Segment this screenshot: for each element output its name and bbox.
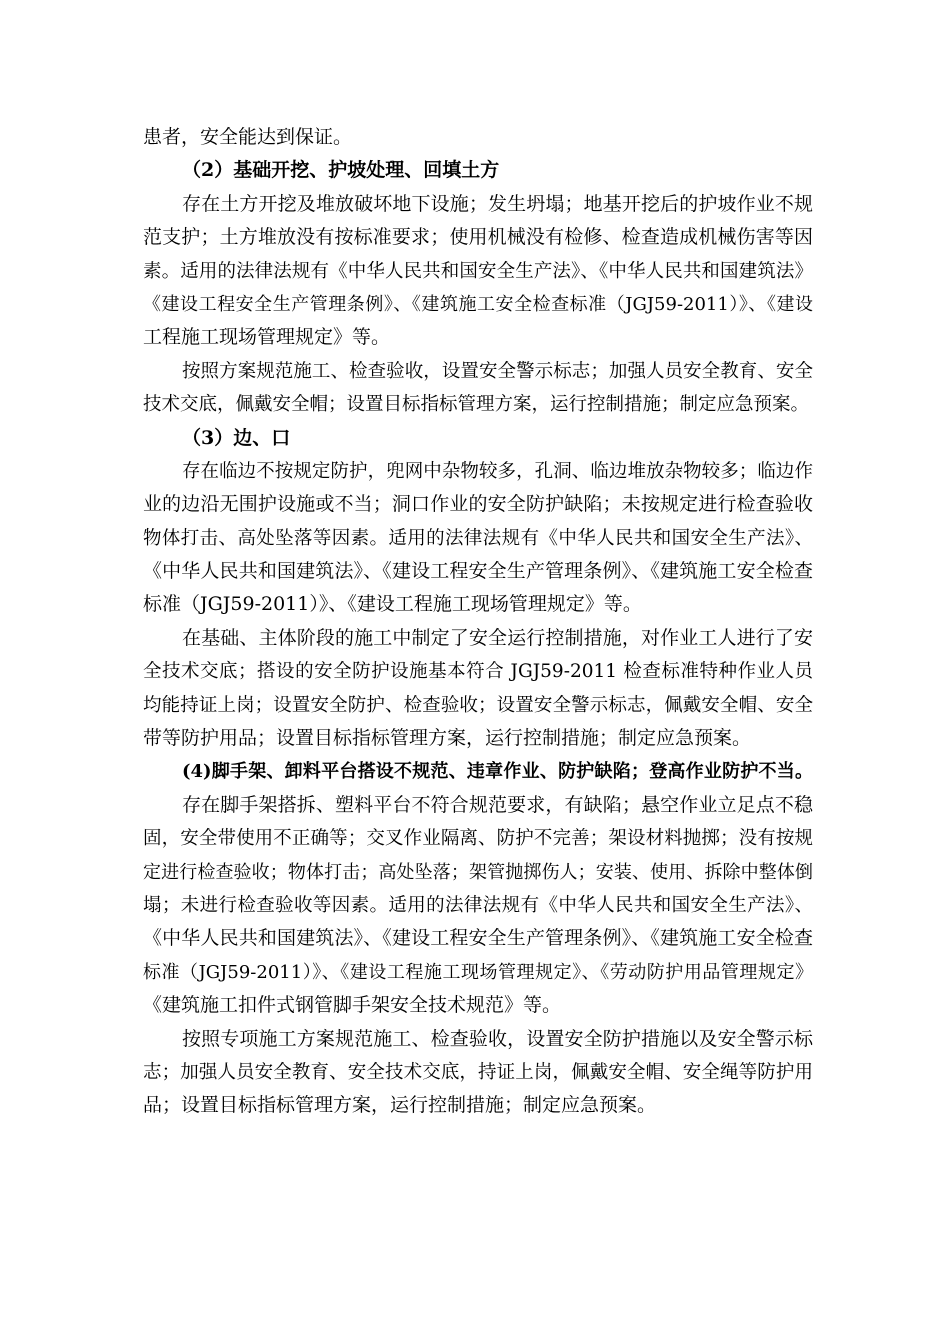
paragraph-line: 存在脚手架搭拆、塑料平台不符合规范要求，有缺陷；悬空作业立足点不稳: [182, 793, 813, 816]
paragraph-line: 《中华人民共和国建筑法》、《建设工程安全生产管理条例》、《建筑施工安全检查: [143, 927, 813, 950]
paragraph-line: 存在临边不按规定防护，兜网中杂物较多，孔洞、临边堆放杂物较多；临边作: [182, 460, 813, 482]
paragraph-line: 存在土方开挖及堆放破坏地下设施；发生坍塌；地基开挖后的护坡作业不规: [182, 192, 813, 215]
paragraph-line: 均能持证上岗；设置安全防护、检查验收；设置安全警示标志，佩戴安全帽、安全: [143, 694, 813, 716]
paragraph-line: 工程施工现场管理规定》等。: [143, 326, 391, 349]
heading-text: (4)脚手架、卸料平台搭设不规范、违章作业、防护缺陷；登高作业防护不当。: [182, 761, 813, 783]
paragraph: [143, 455, 813, 622]
paragraph-line: 塌；未进行检查验收等因素。适用的法律法规有《中华人民共和国安全生产法》、: [143, 894, 813, 916]
paragraph-line: 《建筑施工扣件式钢管脚手架安全技术规范》等。: [143, 994, 562, 1017]
paragraph-line: 定进行检查验收；物体打击；高处坠落；架管抛掷伤人；安装、使用、拆除中整体倒: [143, 861, 813, 883]
paragraph: [143, 121, 813, 154]
paragraph-line: 在基础、主体阶段的施工中制定了安全运行控制措施，对作业工人进行了安: [182, 626, 813, 649]
paragraph-line: 素。适用的法律法规有《中华人民共和国安全生产法》、《中华人民共和国建筑法》: [143, 260, 813, 282]
section-heading: [143, 154, 813, 187]
section-heading: [143, 755, 813, 788]
paragraph-line: 《中华人民共和国建筑法》、《建设工程安全生产管理条例》、《建筑施工安全检查: [143, 560, 813, 583]
paragraph-line: 带等防护用品；设置目标指标管理方案，运行控制措施；制定应急预案。: [143, 727, 752, 750]
paragraph-line: 物体打击、高处坠落等因素。适用的法律法规有《中华人民共和国安全生产法》、: [143, 527, 813, 549]
paragraph-line: 标准（JGJ59-2011）》、《建设工程施工现场管理规定》等。: [143, 593, 642, 616]
paragraph-line: 业的边沿无围护设施或不当；洞口作业的安全防护缺陷；未按规定进行检查验收: [143, 493, 813, 516]
paragraph: [143, 355, 813, 422]
heading-text: （2）基础开挖、护坡处理、回填土方: [182, 159, 500, 182]
paragraph: [143, 188, 813, 355]
paragraph: [143, 789, 813, 1023]
paragraph: [143, 1023, 813, 1123]
heading-text: （3）边、口: [182, 426, 291, 449]
paragraph-line: 按照专项施工方案规范施工、检查验收，设置安全防护措施以及安全警示标: [182, 1027, 813, 1050]
paragraph-line: 志；加强人员安全教育、安全技术交底，持证上岗，佩戴安全帽、安全绳等防护用: [143, 1061, 813, 1083]
paragraph-line: 全技术交底；搭设的安全防护设施基本符合 JGJ59-2011 检查标准特种作业人员: [143, 661, 813, 683]
paragraph-line: 技术交底，佩戴安全帽；设置目标指标管理方案，运行控制措施；制定应急预案。: [143, 394, 810, 416]
paragraph: [143, 622, 813, 756]
document-body: [143, 121, 813, 1123]
paragraph-line: 按照方案规范施工、检查验收，设置安全警示标志；加强人员安全教育、安全: [182, 360, 813, 382]
section-heading: [143, 422, 813, 455]
paragraph-line: 范支护；土方堆放没有按标准要求；使用机械没有检修、检查造成机械伤害等因: [143, 226, 813, 249]
paragraph-line: 患者，安全能达到保证。: [143, 126, 353, 148]
paragraph-line: 品；设置目标指标管理方案，运行控制措施；制定应急预案。: [143, 1094, 657, 1117]
paragraph-line: 固，安全带使用不正确等；交叉作业隔离、防护不完善；架设材料抛掷；没有按规: [143, 828, 813, 850]
paragraph-line: 标准（JGJ59-2011）》、《建设工程施工现场管理规定》、《劳动防护用品管理规定》: [143, 961, 813, 983]
paragraph-line: 《建设工程安全生产管理条例》、《建筑施工安全检查标准（JGJ59-2011）》、《建设: [143, 293, 813, 315]
